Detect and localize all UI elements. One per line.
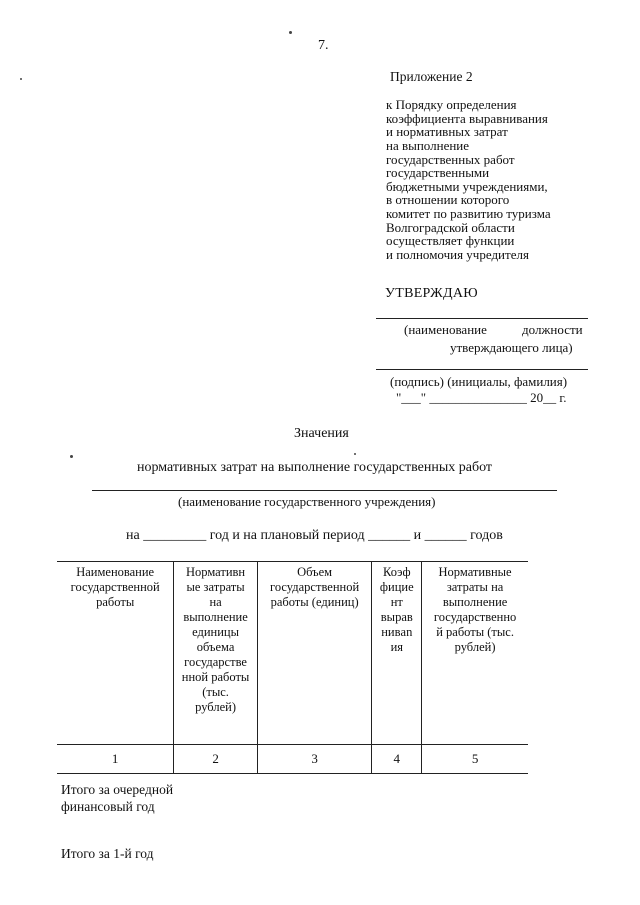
document-subheading: нормативных затрат на выполнение государственных работ <box>137 460 493 475</box>
appendix-line: осуществляет функции <box>386 233 515 249</box>
position-hint: должности <box>522 322 583 337</box>
scan-speck <box>20 78 22 80</box>
page-number: 7. <box>318 38 329 53</box>
document-heading: Значения <box>294 426 349 441</box>
scan-speck <box>289 31 292 34</box>
header-volume: Объем государственной работы (единиц) <box>257 562 372 745</box>
position-hint: (наименование <box>404 322 487 337</box>
column-number: 4 <box>372 745 422 774</box>
appendix-line: в отношении которого <box>386 192 510 208</box>
approve-label: УТВЕРЖДАЮ <box>385 286 478 301</box>
norms-table <box>57 561 528 774</box>
total-first-year: Итого за 1-й год <box>61 846 154 861</box>
institution-hint: (наименование государственного учреждения) <box>178 494 436 509</box>
appendix-title: Приложение 2 <box>390 69 473 84</box>
appendix-line: на выполнение <box>386 137 470 153</box>
appendix-line: и нормативных затрат <box>386 124 508 140</box>
approval-date-line: "___" _______________ 20__ г. <box>396 390 567 405</box>
table-number-row <box>57 745 528 774</box>
table-header-row <box>57 562 528 745</box>
appendix-line: Волгоградской области <box>386 219 515 235</box>
period-line: на _________ год и на плановый период ______ и ______ годов <box>126 528 503 543</box>
appendix-line: коэффициента выравнивания <box>386 110 548 126</box>
signature-line <box>376 369 588 370</box>
column-number: 2 <box>174 745 257 774</box>
header-total-cost: Нормативные затраты на выполнение государственно й работы (тыс. рублей) <box>422 562 528 745</box>
column-number: 1 <box>57 745 174 774</box>
appendix-line: бюджетными учреждениями, <box>386 178 548 194</box>
appendix-line: комитет по развитию туризма <box>386 206 551 222</box>
total-next-year: Итого за очередной финансовый год <box>61 782 174 814</box>
header-work-name: Наименование государственной работы <box>57 562 174 745</box>
header-unit-cost: Нормативн ые затраты на выполнение единицы объема государстве нной работы (тыс. рублей) <box>174 562 257 745</box>
signature-hint: (подпись) (инициалы, фамилия) <box>390 374 568 389</box>
institution-line <box>92 490 557 491</box>
appendix-line: государственных работ <box>386 151 515 167</box>
scan-speck <box>70 455 73 458</box>
position-hint: утверждающего лица) <box>450 340 573 355</box>
header-coefficient: Коэф фицие нт вырав нивan ия <box>372 562 422 745</box>
column-number: 5 <box>422 745 528 774</box>
scan-speck <box>354 453 356 455</box>
appendix-line: государственными <box>386 165 490 181</box>
position-line <box>376 318 588 319</box>
appendix-line: к Порядку определения <box>386 97 517 112</box>
column-number: 3 <box>257 745 372 774</box>
appendix-line: и полномочия учредителя <box>386 247 529 263</box>
appendix-body <box>386 98 586 262</box>
